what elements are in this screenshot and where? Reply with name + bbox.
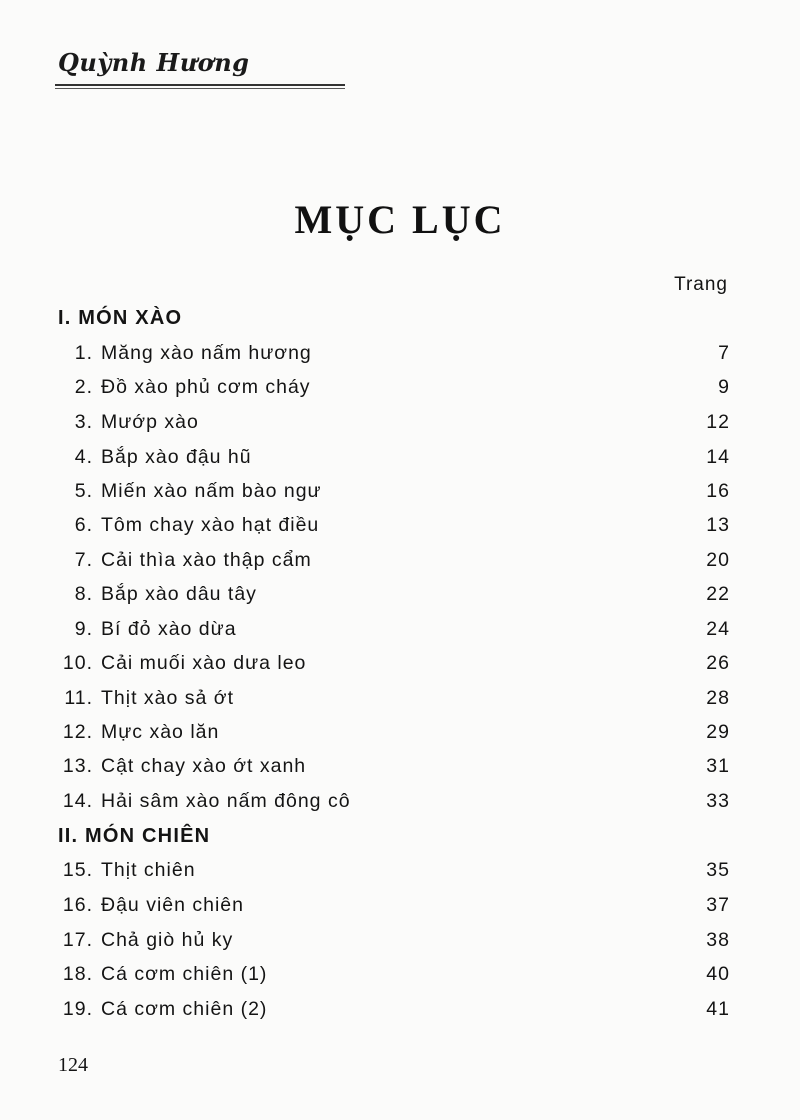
toc-entry <box>58 687 730 715</box>
entry-number: 4. <box>74 446 93 468</box>
toc-entry <box>58 411 730 439</box>
running-header-author: Quỳnh Hương <box>58 48 250 77</box>
entry-page: 33 <box>706 790 730 812</box>
toc-entry <box>58 894 730 922</box>
toc-entry <box>58 652 730 680</box>
entry-title: Bắp xào dâu tây <box>101 583 257 605</box>
entry-page: 24 <box>706 618 730 640</box>
entry-page: 13 <box>706 514 730 536</box>
header-rule-thin <box>55 88 345 89</box>
header-rule <box>55 84 345 86</box>
entry-title: Hải sâm xào nấm đông cô <box>101 790 351 812</box>
entry-title: Mực xào lăn <box>101 721 220 743</box>
entry-title: Cật chay xào ớt xanh <box>101 755 307 777</box>
toc-entry <box>58 790 730 818</box>
entry-title: Đậu viên chiên <box>101 894 244 916</box>
entry-page: 22 <box>706 583 730 605</box>
entry-title: Chả giò hủ ky <box>101 929 234 951</box>
entry-number: 11. <box>64 687 93 709</box>
entry-title: Mướp xào <box>101 411 199 433</box>
toc-entry <box>58 755 730 783</box>
entry-number: 6. <box>74 514 93 536</box>
entry-number: 2. <box>74 376 93 398</box>
toc-entry <box>58 514 730 542</box>
entry-title: Cá cơm chiên (1) <box>101 963 268 985</box>
toc-entry <box>58 583 730 611</box>
entry-title: Bắp xào đậu hũ <box>101 446 252 468</box>
entry-page: 38 <box>706 929 730 951</box>
entry-number: 18. <box>62 963 93 985</box>
entry-number: 5. <box>74 480 93 502</box>
entry-page: 40 <box>706 963 730 985</box>
toc-entry <box>58 859 730 887</box>
entry-page: 20 <box>706 549 730 571</box>
entry-number: 8. <box>74 583 93 605</box>
entry-title: Cải muối xào dưa leo <box>101 652 307 674</box>
entry-title: Cải thìa xào thập cẩm <box>101 549 312 571</box>
toc-entry <box>58 549 730 577</box>
section-heading: I. MÓN XÀO <box>58 307 183 329</box>
entry-number: 7. <box>74 549 93 571</box>
entry-page: 35 <box>706 859 730 881</box>
entry-title: Cá cơm chiên (2) <box>101 998 268 1020</box>
entry-title: Đồ xào phủ cơm cháy <box>101 376 311 398</box>
toc-entry <box>58 618 730 646</box>
toc-entry <box>58 721 730 749</box>
toc-entry <box>58 998 730 1026</box>
entry-title: Thịt xào sả ớt <box>101 687 234 709</box>
entry-page: 16 <box>706 480 730 502</box>
entry-number: 16. <box>62 894 93 916</box>
entry-number: 13. <box>62 755 93 777</box>
toc-entry <box>58 446 730 474</box>
entry-number: 15. <box>62 859 93 881</box>
entry-page: 9 <box>718 376 730 398</box>
entry-page: 31 <box>706 755 730 777</box>
entry-page: 14 <box>706 446 730 468</box>
entry-number: 19. <box>62 998 93 1020</box>
toc-entry <box>58 480 730 508</box>
entry-page: 12 <box>706 411 730 433</box>
section-heading: II. MÓN CHIÊN <box>58 825 211 847</box>
entry-number: 1. <box>74 342 93 364</box>
page-title: MỤC LỤC <box>294 197 506 242</box>
entry-page: 37 <box>706 894 730 916</box>
entry-number: 9. <box>74 618 93 640</box>
toc-entry <box>58 963 730 991</box>
entry-title: Bí đỏ xào dừa <box>101 618 237 640</box>
entry-number: 14. <box>62 790 93 812</box>
entry-page: 28 <box>706 687 730 709</box>
entry-number: 12. <box>62 721 93 743</box>
entry-title: Miến xào nấm bào ngư <box>101 480 322 502</box>
entry-number: 17. <box>62 929 93 951</box>
entry-page: 7 <box>718 342 730 364</box>
entry-page: 41 <box>706 998 730 1020</box>
entry-title: Tôm chay xào hạt điều <box>101 514 320 536</box>
page-number: 124 <box>58 1054 88 1076</box>
entry-title: Măng xào nấm hương <box>101 342 312 364</box>
entry-title: Thịt chiên <box>101 859 196 881</box>
toc-entry <box>58 376 730 404</box>
entry-number: 10. <box>62 652 93 674</box>
toc-entry <box>58 929 730 957</box>
page-column-label: Trang <box>674 274 728 295</box>
entry-number: 3. <box>74 411 93 433</box>
entry-page: 29 <box>706 721 730 743</box>
entry-page: 26 <box>706 652 730 674</box>
toc-entry <box>58 342 730 370</box>
